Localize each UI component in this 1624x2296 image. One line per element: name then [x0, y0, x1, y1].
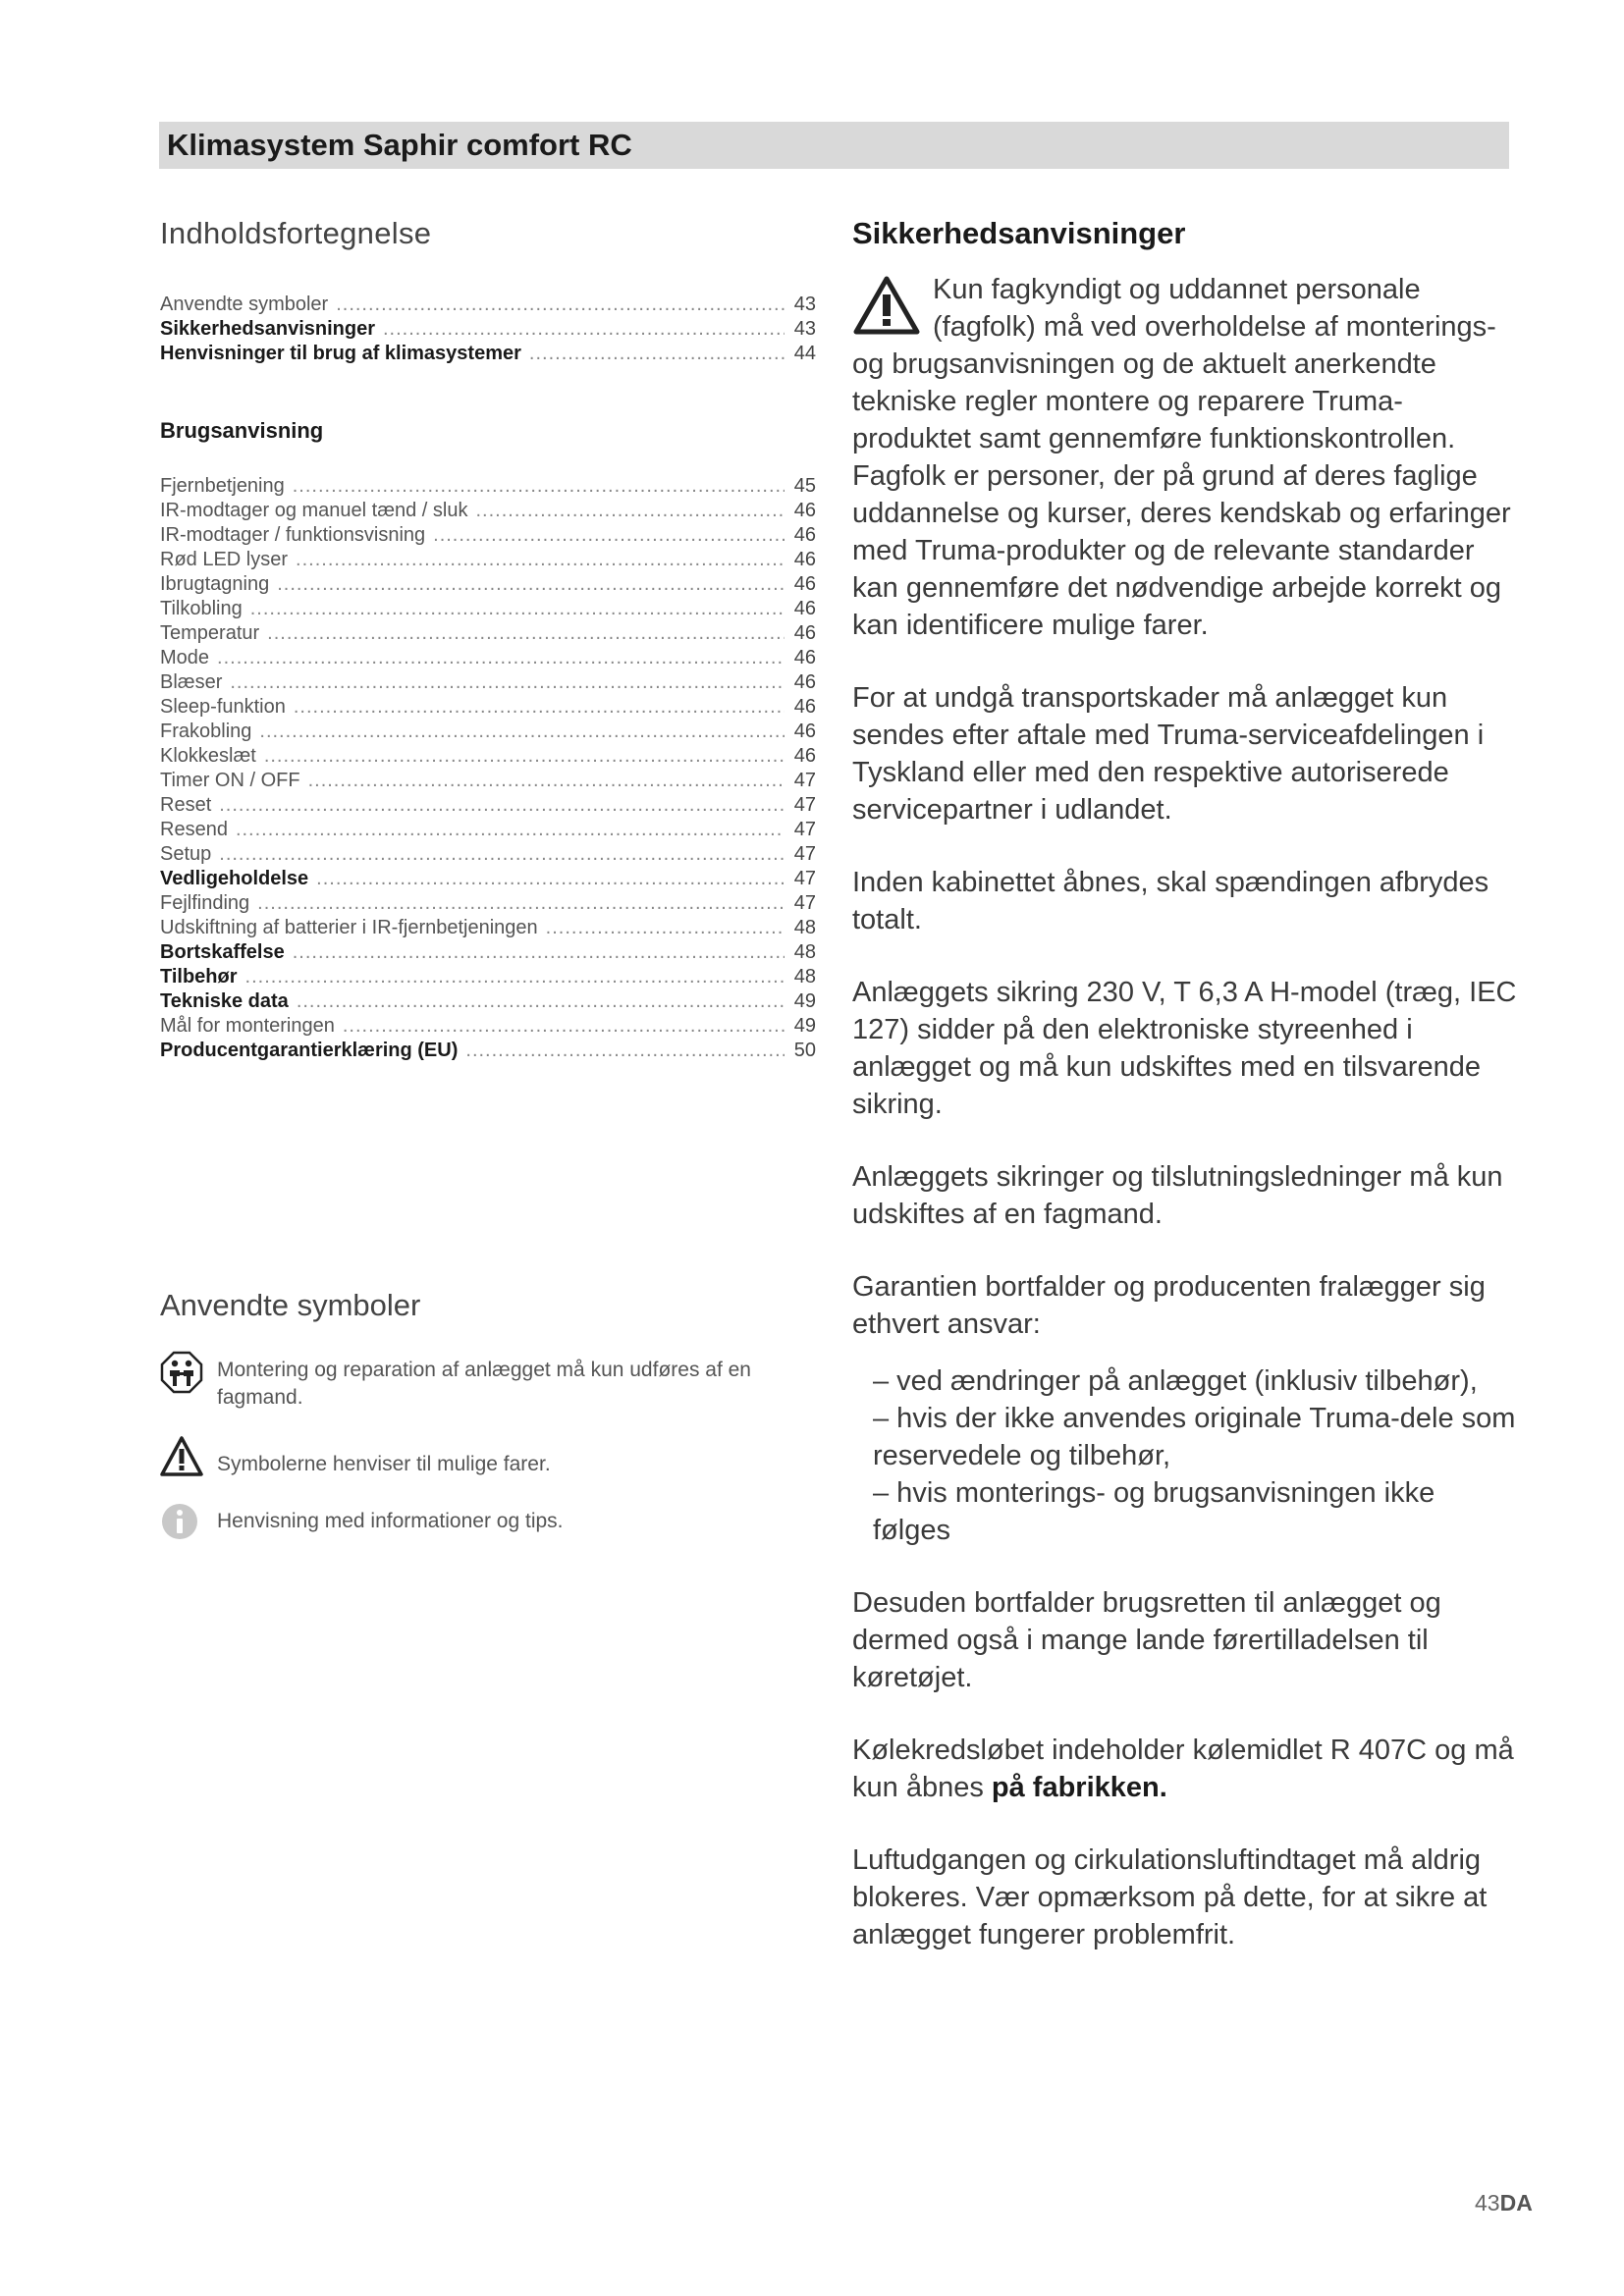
safety-paragraph: Anlæggets sikringer og tilslutningsledninger må kun udskiftes af en fagmand.	[852, 1161, 1503, 1230]
toc-leader-dots	[250, 597, 785, 621]
safety-paragraph: For at undgå transportskader må anlægget kun sendes efter aftale med Truma-serviceafdelingen i Tyskland eller med den respektive autoriserede servicepartner i udlandet.	[852, 682, 1485, 826]
toc-entry	[160, 621, 816, 646]
symbol-row	[160, 1435, 816, 1478]
toc-leader-dots	[343, 1014, 785, 1039]
toc-entry-page: 46	[793, 598, 816, 619]
toc-leader-dots	[219, 842, 785, 867]
toc-leader-dots	[219, 793, 785, 818]
toc-leader-dots	[294, 695, 785, 720]
safety-paragraph-text: Kun fagkyndigt og uddannet personale (fagfolk) må ved overholdelse af monterings- og brugsanvisningen og de aktuelt anerkendte tekniske regler montere og reparere Truma-produktet samt gennemføre funktionskontrollen. Fagfolk er personer, der på grund af deres faglige uddannelse og kurser, deres kendskab og erfaringer med Truma-produkter og de relevante standarder kan gennemføre det nødvendige arbejde korrekt og kan identificere mulige farer.	[852, 274, 1511, 641]
toc-intro-list	[160, 293, 816, 366]
toc-entry-page: 48	[793, 966, 816, 988]
toc-leader-dots	[259, 720, 785, 744]
warranty-list	[852, 1343, 1520, 1549]
toc-entry-page: 47	[793, 819, 816, 840]
toc-entry-page: 48	[793, 917, 816, 938]
toc-leader-dots	[293, 474, 785, 499]
toc-entry-label: Tilkobling	[160, 598, 243, 619]
fitter-icon	[160, 1351, 203, 1394]
toc-entry-label: Fjernbetjening	[160, 475, 285, 497]
toc-leader-dots	[308, 769, 785, 793]
toc-entry-page: 45	[793, 475, 816, 497]
toc-entry-page: 46	[793, 745, 816, 767]
toc-entry-page: 46	[793, 573, 816, 595]
toc-leader-dots	[465, 1039, 785, 1063]
toc-entry-label: Fejlfinding	[160, 892, 250, 914]
toc-entry-label: Vedligeholdelse	[160, 868, 309, 889]
toc-entry	[160, 695, 816, 720]
toc-entry-label: Henvisninger til brug af klimasystemer	[160, 343, 521, 364]
toc-entry-label: Sleep-funktion	[160, 696, 286, 718]
toc-entry	[160, 597, 816, 621]
toc-leader-dots	[383, 317, 785, 342]
toc-entry	[160, 720, 816, 744]
table-of-contents	[160, 214, 816, 1063]
toc-leader-dots	[277, 572, 785, 597]
toc-entry-label: Anvendte symboler	[160, 294, 329, 315]
toc-entry-label: Rød LED lyser	[160, 549, 289, 570]
toc-entry-label: IR-modtager / funktionsvisning	[160, 524, 426, 546]
toc-entry-label: Temperatur	[160, 622, 260, 644]
toc-leader-dots	[476, 499, 785, 523]
toc-entry-label: Udskiftning af batterier i IR-fjernbetjeningen	[160, 917, 538, 938]
toc-entry-page: 44	[793, 343, 816, 364]
toc-entry-label: Sikkerhedsanvisninger	[160, 318, 375, 340]
safety-paragraph	[852, 1732, 1520, 1806]
toc-entry	[160, 1039, 816, 1063]
toc-entry-label: Tilbehør	[160, 966, 238, 988]
safety-paragraph: Inden kabinettet åbnes, skal spændingen afbrydes totalt.	[852, 867, 1489, 935]
safety-paragraph: Desuden bortfalder brugsretten til anlægget og dermed også i mange lande førertilladelsen til køretøjet.	[852, 1587, 1441, 1693]
toc-entry-page: 46	[793, 671, 816, 693]
toc-entry-label: Tekniske data	[160, 990, 289, 1012]
toc-leader-dots	[433, 523, 785, 548]
toc-entry-label: Klokkeslæt	[160, 745, 256, 767]
toc-entry-page: 43	[793, 318, 816, 340]
toc-entry-label: Timer ON / OFF	[160, 770, 300, 791]
toc-leader-dots	[297, 989, 785, 1014]
toc-entry-label: Blæser	[160, 671, 223, 693]
safety-paragraph: Garantien bortfalder og producenten fralægger sig ethvert ansvar:	[852, 1271, 1486, 1340]
toc-heading: Indholdsfortegnelse	[160, 216, 432, 250]
list-item: – hvis monterings- og brugsanvisningen ikke følges	[873, 1477, 1435, 1546]
toc-entry-label: Setup	[160, 843, 212, 865]
toc-entry	[160, 867, 816, 891]
toc-entry	[160, 769, 816, 793]
warning-icon	[160, 1435, 203, 1478]
symbols-heading: Anvendte symboler	[160, 1288, 421, 1322]
toc-entry-label: Bortskaffelse	[160, 941, 285, 963]
toc-entry-page: 47	[793, 794, 816, 816]
symbol-row	[160, 1502, 816, 1545]
toc-leader-dots	[293, 940, 785, 965]
toc-entry	[160, 1014, 816, 1039]
toc-entry	[160, 572, 816, 597]
refrigerant-bold: på fabrikken.	[991, 1772, 1167, 1803]
toc-entry-page: 46	[793, 721, 816, 742]
toc-entry	[160, 818, 816, 842]
toc-entry	[160, 523, 816, 548]
toc-entry	[160, 940, 816, 965]
toc-entry	[160, 499, 816, 523]
toc-item-list	[160, 474, 816, 1063]
toc-entry-label: Reset	[160, 794, 212, 816]
toc-entry-page: 48	[793, 941, 816, 963]
warning-icon	[852, 275, 921, 336]
toc-entry-label: Producentgarantierklæring (EU)	[160, 1040, 459, 1061]
toc-entry	[160, 965, 816, 989]
toc-entry	[160, 916, 816, 940]
toc-entry-label: IR-modtager og manuel tænd / sluk	[160, 500, 468, 521]
toc-leader-dots	[236, 818, 785, 842]
toc-leader-dots	[336, 293, 785, 317]
toc-entry-page: 46	[793, 622, 816, 644]
toc-entry	[160, 989, 816, 1014]
page-title: Klimasystem Saphir comfort RC	[167, 128, 632, 162]
toc-entry-page: 46	[793, 696, 816, 718]
refrigerant-text: Kølekredsløbet indeholder kølemidlet R 407C og må kun åbnes	[852, 1735, 1514, 1803]
toc-entry-page: 46	[793, 549, 816, 570]
toc-leader-dots	[267, 621, 785, 646]
toc-entry-page: 47	[793, 892, 816, 914]
toc-entry	[160, 744, 816, 769]
toc-entry-label: Mode	[160, 647, 210, 668]
toc-entry-page: 49	[793, 1015, 816, 1037]
safety-heading: Sikkerhedsanvisninger	[852, 216, 1186, 250]
toc-entry-page: 47	[793, 770, 816, 791]
toc-entry-label: Mål for monteringen	[160, 1015, 335, 1037]
toc-entry	[160, 793, 816, 818]
toc-entry	[160, 342, 816, 366]
symbol-text: Montering og reparation af anlægget må kun udføres af en fagmand.	[217, 1359, 751, 1409]
toc-leader-dots	[264, 744, 785, 769]
toc-entry	[160, 646, 816, 670]
toc-entry-page: 46	[793, 524, 816, 546]
toc-entry-page: 49	[793, 990, 816, 1012]
toc-entry-page: 50	[793, 1040, 816, 1061]
safety-paragraph: Luftudgangen og cirkulationsluftindtaget må aldrig blokeres. Vær opmærksom på dette, for at sikre at anlægget fungerer problemfrit.	[852, 1844, 1488, 1950]
toc-entry-label: Ibrugtagning	[160, 573, 270, 595]
page-number	[1475, 2190, 1533, 2216]
toc-leader-dots	[529, 342, 785, 366]
toc-leader-dots	[546, 916, 785, 940]
symbols-section	[160, 1286, 816, 1569]
language-code: DA	[1499, 2190, 1533, 2216]
toc-entry	[160, 317, 816, 342]
toc-entry	[160, 842, 816, 867]
toc-entry	[160, 891, 816, 916]
toc-entry-page: 43	[793, 294, 816, 315]
toc-leader-dots	[296, 548, 785, 572]
info-icon	[160, 1502, 203, 1545]
toc-entry-page: 47	[793, 868, 816, 889]
list-item: – hvis der ikke anvendes originale Truma-dele som reservedele og tilbehør,	[873, 1403, 1516, 1471]
toc-leader-dots	[217, 646, 785, 670]
toc-entry-label: Resend	[160, 819, 228, 840]
toc-entry-page: 46	[793, 647, 816, 668]
toc-entry-page: 47	[793, 843, 816, 865]
safety-paragraph	[852, 271, 1520, 644]
toc-entry-page: 46	[793, 500, 816, 521]
toc-leader-dots	[316, 867, 785, 891]
toc-leader-dots	[230, 670, 785, 695]
toc-section-title: Brugsanvisning	[160, 418, 324, 443]
toc-entry	[160, 293, 816, 317]
page-number-value: 43	[1475, 2190, 1500, 2216]
toc-entry-label: Frakobling	[160, 721, 252, 742]
symbol-row	[160, 1351, 816, 1412]
toc-entry	[160, 548, 816, 572]
toc-entry	[160, 474, 816, 499]
safety-section	[852, 214, 1520, 1989]
toc-leader-dots	[245, 965, 785, 989]
toc-leader-dots	[257, 891, 785, 916]
symbol-text: Symbolerne henviser til mulige farer.	[217, 1453, 551, 1475]
symbol-text: Henvisning med informationer og tips.	[217, 1510, 564, 1532]
safety-paragraph: Anlæggets sikring 230 V, T 6,3 A H-model (træg, IEC 127) sidder på den elektroniske styreenhed i anlægget og må kun udskiftes med en tilsvarende sikring.	[852, 977, 1517, 1120]
toc-entry	[160, 670, 816, 695]
list-item: – ved ændringer på anlægget (inklusiv tilbehør),	[873, 1365, 1478, 1397]
